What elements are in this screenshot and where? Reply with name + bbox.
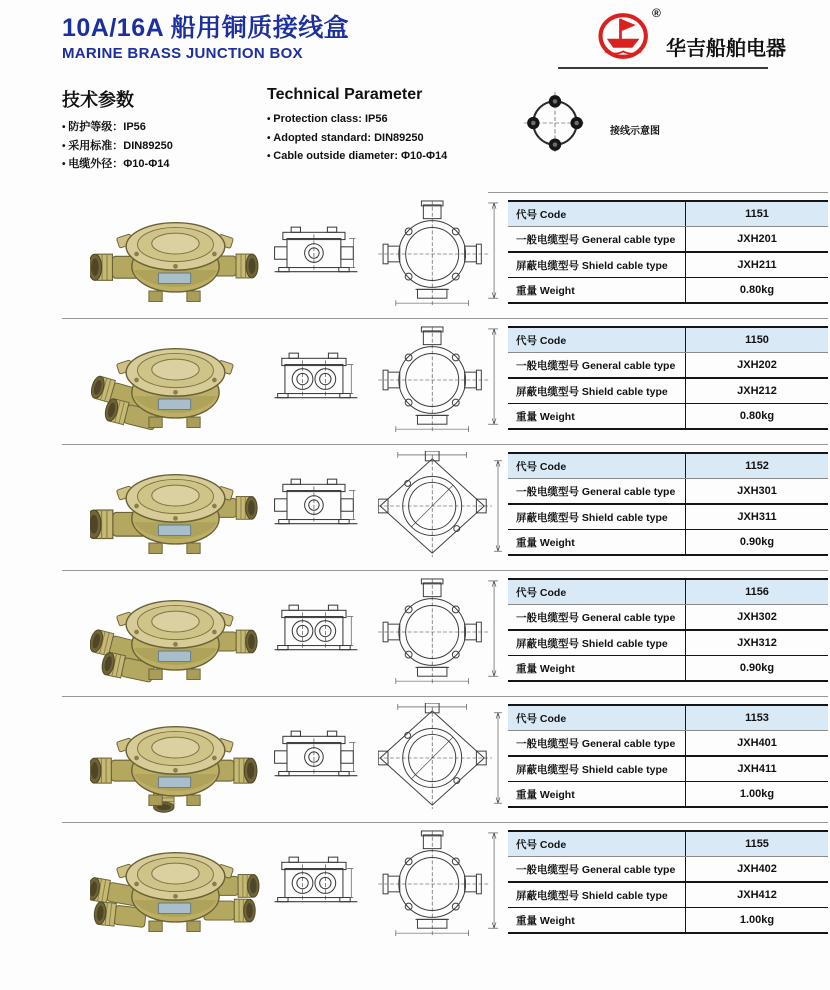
general-cable-value: JXH402	[685, 857, 828, 881]
weight-label: 重量 Weight	[516, 410, 575, 423]
weight-value: 1.00kg	[685, 782, 828, 806]
weight-label: 重量 Weight	[516, 662, 575, 675]
shield-cable-label: 屏蔽电缆型号 Shield cable type	[516, 511, 668, 524]
weight-label: 重量 Weight	[516, 788, 575, 801]
product-row	[62, 697, 828, 822]
side-view-drawing	[270, 349, 362, 407]
product-photo	[90, 198, 260, 310]
spec-table	[508, 578, 828, 682]
code-label: 代号 Code	[516, 586, 567, 599]
product-row	[62, 823, 828, 948]
general-cable-label: 一般电缆型号 General cable type	[516, 233, 676, 246]
weight-value: 0.80kg	[685, 278, 828, 302]
shield-cable-value: JXH211	[685, 253, 828, 277]
code-value: 1150	[685, 328, 828, 352]
weight-label: 重量 Weight	[516, 914, 575, 927]
weight-label: 重量 Weight	[516, 284, 575, 297]
tech-item: • 采用标准：DIN89250	[62, 137, 262, 156]
code-label: 代号 Code	[516, 838, 567, 851]
product-photo	[90, 576, 260, 688]
top-view-drawing	[378, 703, 508, 813]
code-value: 1152	[685, 454, 828, 478]
product-row	[62, 193, 828, 318]
weight-label: 重量 Weight	[516, 536, 575, 549]
side-view-drawing	[270, 475, 362, 533]
code-value: 1151	[685, 202, 828, 226]
general-cable-label: 一般电缆型号 General cable type	[516, 485, 676, 498]
page-title-en: MARINE BRASS JUNCTION BOX	[62, 45, 303, 62]
weight-value: 0.90kg	[685, 530, 828, 554]
tech-item: • Cable outside diameter: Φ10-Φ14	[267, 147, 517, 166]
page-title-zh: 10A/16A 船用铜质接线盒	[62, 14, 350, 42]
code-label: 代号 Code	[516, 712, 567, 725]
code-value: 1153	[685, 706, 828, 730]
product-photo	[90, 702, 260, 814]
top-view-drawing	[378, 199, 508, 309]
brand-underline	[558, 67, 768, 69]
top-view-drawing	[378, 451, 508, 561]
technical-parameters-section	[62, 86, 802, 186]
tech-item: • Protection class: IP56	[267, 110, 517, 129]
terminal-layout-icon	[522, 90, 588, 156]
product-row	[62, 445, 828, 570]
page-header	[62, 8, 349, 62]
product-row	[62, 319, 828, 444]
terminal-diagram-block	[510, 90, 770, 174]
spec-table	[508, 452, 828, 556]
shield-cable-value: JXH412	[685, 883, 828, 907]
tech-item: • Adopted standard: DIN89250	[267, 129, 517, 148]
diagram-label: 接线示意图	[610, 126, 660, 137]
brand-name: 华吉船舶电器	[666, 38, 786, 60]
weight-value: 0.80kg	[685, 404, 828, 428]
general-cable-value: JXH301	[685, 479, 828, 503]
product-rows	[62, 192, 828, 948]
brand-logo-icon	[596, 8, 654, 64]
side-view-drawing	[270, 727, 362, 785]
side-view-drawing	[270, 223, 362, 281]
general-cable-value: JXH202	[685, 353, 828, 377]
general-cable-value: JXH302	[685, 605, 828, 629]
shield-cable-label: 屏蔽电缆型号 Shield cable type	[516, 637, 668, 650]
general-cable-label: 一般电缆型号 General cable type	[516, 737, 676, 750]
code-label: 代号 Code	[516, 208, 567, 221]
shield-cable-label: 屏蔽电缆型号 Shield cable type	[516, 385, 668, 398]
general-cable-label: 一般电缆型号 General cable type	[516, 611, 676, 624]
tech-heading-en: Technical Parameter	[267, 86, 423, 103]
product-photo	[90, 828, 260, 940]
weight-value: 1.00kg	[685, 908, 828, 932]
spec-table	[508, 326, 828, 430]
product-photo	[90, 324, 260, 436]
product-photo	[90, 450, 260, 562]
spec-table	[508, 200, 828, 304]
spec-table	[508, 830, 828, 934]
tech-list-zh	[62, 118, 262, 174]
top-view-drawing	[378, 325, 508, 435]
top-view-drawing	[378, 829, 508, 939]
product-row	[62, 571, 828, 696]
code-label: 代号 Code	[516, 334, 567, 347]
registered-trademark: ®	[652, 6, 661, 20]
top-view-drawing	[378, 577, 508, 687]
general-cable-label: 一般电缆型号 General cable type	[516, 359, 676, 372]
code-label: 代号 Code	[516, 460, 567, 473]
tech-heading-zh: 技术参数	[62, 90, 134, 110]
tech-params-zh	[62, 86, 262, 174]
side-view-drawing	[270, 853, 362, 911]
general-cable-value: JXH201	[685, 227, 828, 251]
shield-cable-label: 屏蔽电缆型号 Shield cable type	[516, 889, 668, 902]
general-cable-value: JXH401	[685, 731, 828, 755]
general-cable-label: 一般电缆型号 General cable type	[516, 863, 676, 876]
spec-table	[508, 704, 828, 808]
shield-cable-value: JXH311	[685, 505, 828, 529]
side-view-drawing	[270, 601, 362, 659]
shield-cable-value: JXH411	[685, 757, 828, 781]
tech-item: • 防护等级：IP56	[62, 118, 262, 137]
shield-cable-label: 屏蔽电缆型号 Shield cable type	[516, 763, 668, 776]
shield-cable-value: JXH212	[685, 379, 828, 403]
shield-cable-value: JXH312	[685, 631, 828, 655]
weight-value: 0.90kg	[685, 656, 828, 680]
shield-cable-label: 屏蔽电缆型号 Shield cable type	[516, 259, 668, 272]
tech-list-en	[267, 110, 517, 166]
code-value: 1155	[685, 832, 828, 856]
tech-params-en	[267, 86, 517, 166]
code-value: 1156	[685, 580, 828, 604]
brand-block	[596, 6, 796, 66]
tech-item: • 电缆外径：Φ10-Φ14	[62, 155, 262, 174]
